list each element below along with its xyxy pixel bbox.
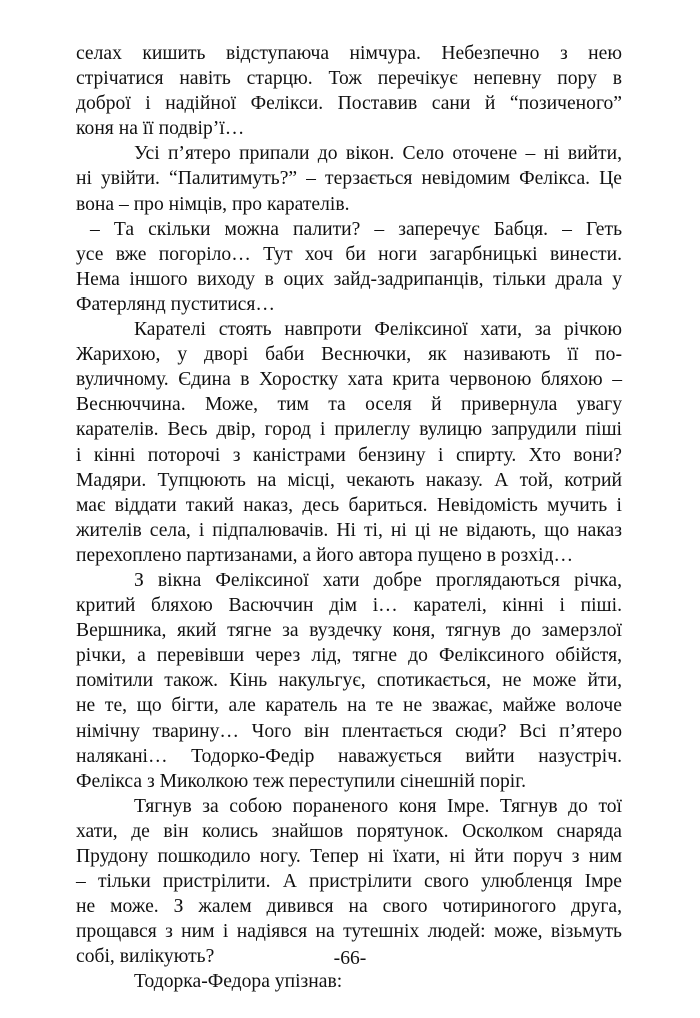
text-line: Вершника, який тягне за вуздечку коня, тягнув до замерзлої [76, 620, 622, 642]
text-line: налякані… Тодорко-Федір наважується вийти назустріч. [76, 745, 622, 767]
text-line: Тягнув за собою пораненого коня Імре. Тягнув до тої [134, 795, 622, 817]
text-line: Жарихою, у дворі баби Веснючки, як називають її по- [76, 344, 622, 366]
text-line: селах кишить відступаюча німчура. Небезпечно з нею [76, 43, 622, 64]
text-line: Мадяри. Тупцюють на місці, чекають наказу. А той, котрий [76, 469, 622, 491]
body-text [76, 41, 622, 995]
text-line: прощався з ним і надіявся на тутешніх людей: може, візьмуть [76, 921, 622, 943]
text-line: – Та скільки можна палити? – заперечує Бабця. – Геть [90, 218, 622, 240]
text-line: не те, що бігти, але каратель на те не зважає, майже волоче [76, 695, 622, 717]
text-line: карателів. Весь двір, город і прилеглу вулицю запрудили піші [76, 419, 622, 441]
text-line: хати, де він колись знайшов порятунок. Осколком снаряда [76, 820, 622, 842]
text-line: Нема іншого виходу в оцих зайд-задрипанців, тільки драла у [76, 268, 622, 290]
text-line: помітили також. Кінь накульгує, спотикається, не може йти, [76, 670, 622, 692]
text-line: річки, а перевівши через лід, тягне до Феліксиного обійстя, [76, 645, 622, 667]
text-line: німічну тварину… Чого він плентається сюди? Всі п’ятеро [76, 720, 622, 742]
text-line: жителів села, і підпалювачів. Ні ті, ні ці не відають, що наказ [76, 519, 622, 541]
text-line: – тільки пристрілити. А пристрілити свого улюбленця Імре [76, 871, 622, 893]
text-line: вона – про німців, про карателів. [76, 193, 350, 215]
text-line: вуличному. Єдина в Хоростку хата крита червоною бляхою – [76, 369, 622, 391]
text-line: усе вже погоріло… Тут хоч би ноги загарбницькі винести. [76, 243, 622, 265]
text-line: Фатерлянд пуститися… [76, 293, 275, 315]
text-line: доброї і надійної Фелікси. Поставив сани й “позиченого” [76, 93, 622, 115]
text-line: перехоплено партизанами, а його автора пущено в розхід… [76, 544, 574, 566]
text-line: Прудону пошкодило ногу. Тепер ні їхати, ні йти поруч з ним [76, 846, 622, 867]
text-line: критий бляхою Васюччин дім і… карателі, кінні і піші. [76, 595, 622, 617]
text-line: З вікна Феліксиної хати добре проглядаються річка, [134, 569, 622, 591]
text-line: має віддати такий наказ, десь бариться. Невідомість мучить і [76, 494, 622, 516]
text-line: не може. З жалем дивився на свого чотириногого друга, [76, 896, 622, 918]
text-line: Веснюччина. Може, тим та оселя й привернула увагу [76, 394, 622, 416]
text-line: стрічатися навіть старцю. Тож перечікує непевну пору в [76, 68, 622, 90]
page-number: -66- [333, 948, 367, 969]
text-line: Фелікса з Миколкою теж переступили сінешній поріг. [76, 770, 526, 792]
text-line: Тодорка-Федора упізнав: [134, 971, 343, 993]
text-line: і кінні поторочі з каністрами бензину і спирту. Хто вони? [76, 444, 622, 466]
text-line: ні увійти. “Палитимуть?” – терзається невідомим Фелікса. Це [76, 168, 622, 190]
text-line: Карателі стоять навпроти Феліксиної хати, за річкою [134, 319, 622, 341]
text-line: собі, вилікують? [76, 946, 215, 968]
text-line: Усі п’ятеро припали до вікон. Село оточене – ні вийти, [134, 143, 622, 165]
text-line: коня на її подвір’ї… [76, 118, 245, 140]
